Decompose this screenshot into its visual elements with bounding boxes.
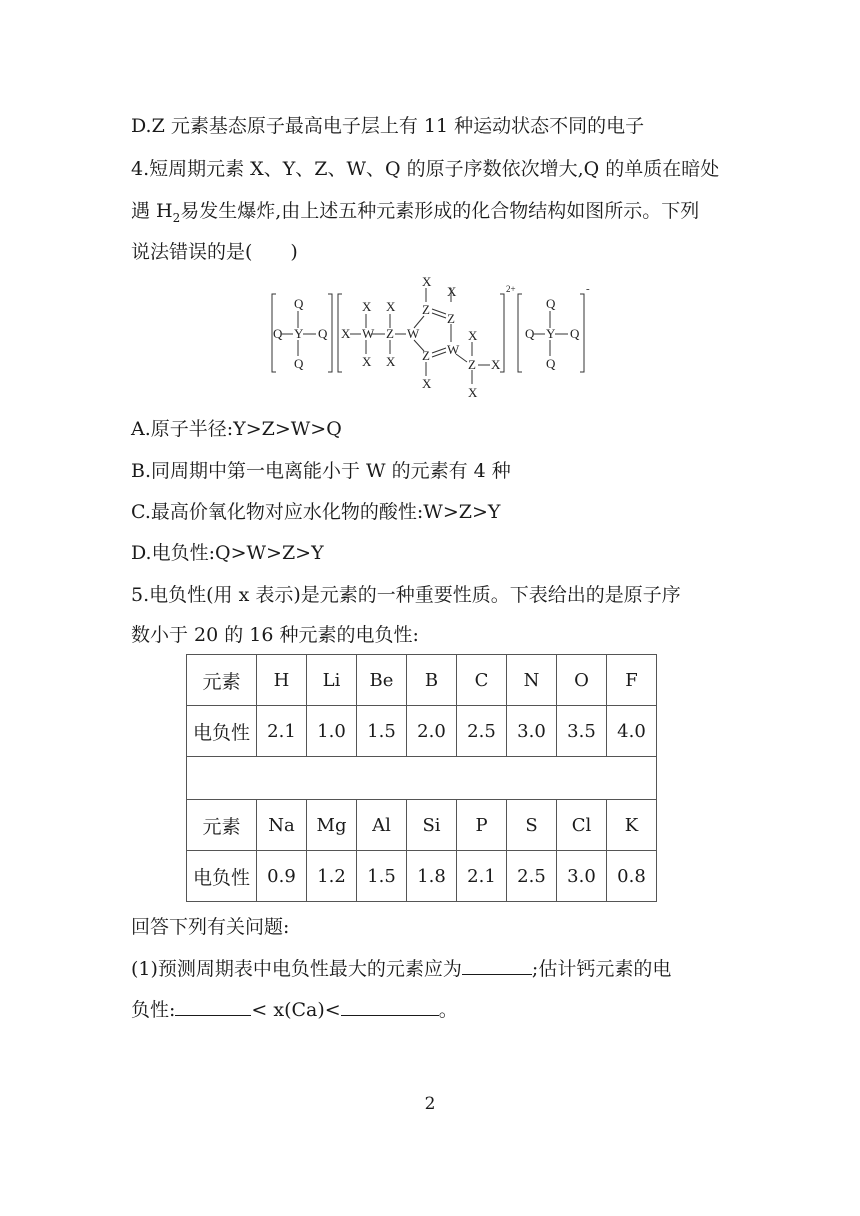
svg-text:Q: Q <box>546 356 556 371</box>
q3-option-d: D.Z 元素基态原子最高电子层上有 11 种运动状态不同的电子 <box>131 115 645 137</box>
answer-blank-2[interactable] <box>175 997 251 1016</box>
svg-text:Q: Q <box>570 326 580 341</box>
element-cell: C <box>457 655 507 706</box>
table-row-elements-2 <box>187 800 657 851</box>
svg-text:Q: Q <box>546 296 556 311</box>
value-cell: 1.0 <box>307 706 357 757</box>
value-cell: 1.5 <box>357 706 407 757</box>
element-cell: F <box>607 655 657 706</box>
svg-text:Q: Q <box>273 326 283 341</box>
anion-charge: - <box>586 283 590 295</box>
element-cell: S <box>507 800 557 851</box>
page-number: 2 <box>424 1094 436 1114</box>
cation-charge: 2+ <box>506 284 516 294</box>
element-cell: K <box>607 800 657 851</box>
element-cell: B <box>407 655 457 706</box>
value-cell: 2.5 <box>507 851 557 902</box>
element-cell: Na <box>257 800 307 851</box>
element-cell: Cl <box>557 800 607 851</box>
element-cell: Li <box>307 655 357 706</box>
q4-stem-line2 <box>131 198 699 231</box>
svg-text:X: X <box>468 328 478 343</box>
svg-text:Z: Z <box>468 357 476 372</box>
answer-blank-1[interactable] <box>462 956 532 975</box>
q5-part1-text-a: (1)预测周期表中电负性最大的元素应为 <box>131 958 462 980</box>
q4-option-a: A.原子半径:Y>Z>W>Q <box>131 418 342 440</box>
value-cell: 3.5 <box>557 706 607 757</box>
value-cell: 3.0 <box>507 706 557 757</box>
value-cell: 4.0 <box>607 706 657 757</box>
svg-text:X: X <box>468 385 478 400</box>
table-row-values-2 <box>187 851 657 902</box>
svg-text:X: X <box>422 276 432 289</box>
svg-text:Q: Q <box>525 326 535 341</box>
header-cell: 电负性 <box>187 706 257 757</box>
spacer-cell <box>187 757 657 800</box>
value-cell: 0.8 <box>607 851 657 902</box>
table-row-spacer <box>187 757 657 800</box>
svg-text:X: X <box>386 299 396 314</box>
svg-text:W: W <box>407 326 420 341</box>
svg-text:Y: Y <box>294 326 304 341</box>
q4-option-b: B.同周期中第一电离能小于 W 的元素有 4 种 <box>131 460 511 482</box>
answer-blank-3[interactable] <box>341 997 439 1016</box>
q5-part1-text-c: 负性: <box>131 999 176 1021</box>
value-cell: 2.5 <box>457 706 507 757</box>
element-cell: H <box>257 655 307 706</box>
q4-option-c: C.最高价氧化物对应水化物的酸性:W>Z>Y <box>131 501 501 523</box>
svg-text:Z: Z <box>386 326 394 341</box>
header-cell: 元素 <box>187 655 257 706</box>
value-cell: 2.0 <box>407 706 457 757</box>
table-row-elements-1 <box>187 655 657 706</box>
svg-text:Z: Z <box>422 302 430 317</box>
value-cell: 2.1 <box>457 851 507 902</box>
value-cell: 1.8 <box>407 851 457 902</box>
svg-text:W: W <box>362 326 375 341</box>
element-cell: Mg <box>307 800 357 851</box>
q5-stem-line1: 5.电负性(用 x 表示)是元素的一种重要性质。下表给出的是原子序 <box>131 584 681 606</box>
value-cell: 1.5 <box>357 851 407 902</box>
element-cell: O <box>557 655 607 706</box>
svg-text:Q: Q <box>294 296 304 311</box>
element-cell: Be <box>357 655 407 706</box>
value-cell: 0.9 <box>257 851 307 902</box>
h2-subscript: 2 <box>172 210 181 225</box>
q5-part1-line2 <box>131 997 458 1023</box>
value-cell: 3.0 <box>557 851 607 902</box>
svg-text:Z: Z <box>422 348 430 363</box>
svg-text:Q: Q <box>294 356 304 371</box>
value-cell: 1.2 <box>307 851 357 902</box>
q4-stem-line1: 4.短周期元素 X、Y、Z、W、Q 的原子序数依次增大,Q 的单质在暗处 <box>131 158 720 180</box>
svg-text:X: X <box>362 299 372 314</box>
svg-text:X: X <box>491 357 501 372</box>
svg-text:W: W <box>447 342 460 357</box>
q4-stem-line3: 说法错误的是( ) <box>131 241 298 263</box>
svg-text:Z: Z <box>447 311 455 326</box>
svg-text:X: X <box>447 284 457 299</box>
q4-option-d: D.电负性:Q>W>Z>Y <box>131 542 324 564</box>
element-cell: Si <box>407 800 457 851</box>
element-cell: N <box>507 655 557 706</box>
element-cell: P <box>457 800 507 851</box>
q5-part1-line1 <box>131 956 671 982</box>
svg-text:X: X <box>386 354 396 369</box>
electronegativity-table <box>186 654 657 902</box>
svg-text:X: X <box>422 376 432 391</box>
value-cell: 2.1 <box>257 706 307 757</box>
header-cell: 电负性 <box>187 851 257 902</box>
table-row-values-1 <box>187 706 657 757</box>
q5-part1-text-b: ;估计钙元素的电 <box>531 958 672 980</box>
svg-text:Y: Y <box>546 326 556 341</box>
header-cell: 元素 <box>187 800 257 851</box>
svg-text:X: X <box>341 326 351 341</box>
q5-part1-text-e: 。 <box>438 999 458 1021</box>
q5-stem-line2: 数小于 20 的 16 种元素的电负性: <box>131 624 419 646</box>
svg-text:X: X <box>362 354 372 369</box>
compound-structure-figure <box>266 276 598 402</box>
q4-stem-line2-b: 易发生爆炸,由上述五种元素形成的化合物结构如图所示。下列 <box>180 200 700 222</box>
svg-text:Q: Q <box>318 326 328 341</box>
element-cell: Al <box>357 800 407 851</box>
q5-ask: 回答下列有关问题: <box>131 916 290 938</box>
q4-stem-line2-a: 遇 H <box>131 200 173 222</box>
q5-part1-text-d: < x(Ca)< <box>251 999 341 1021</box>
